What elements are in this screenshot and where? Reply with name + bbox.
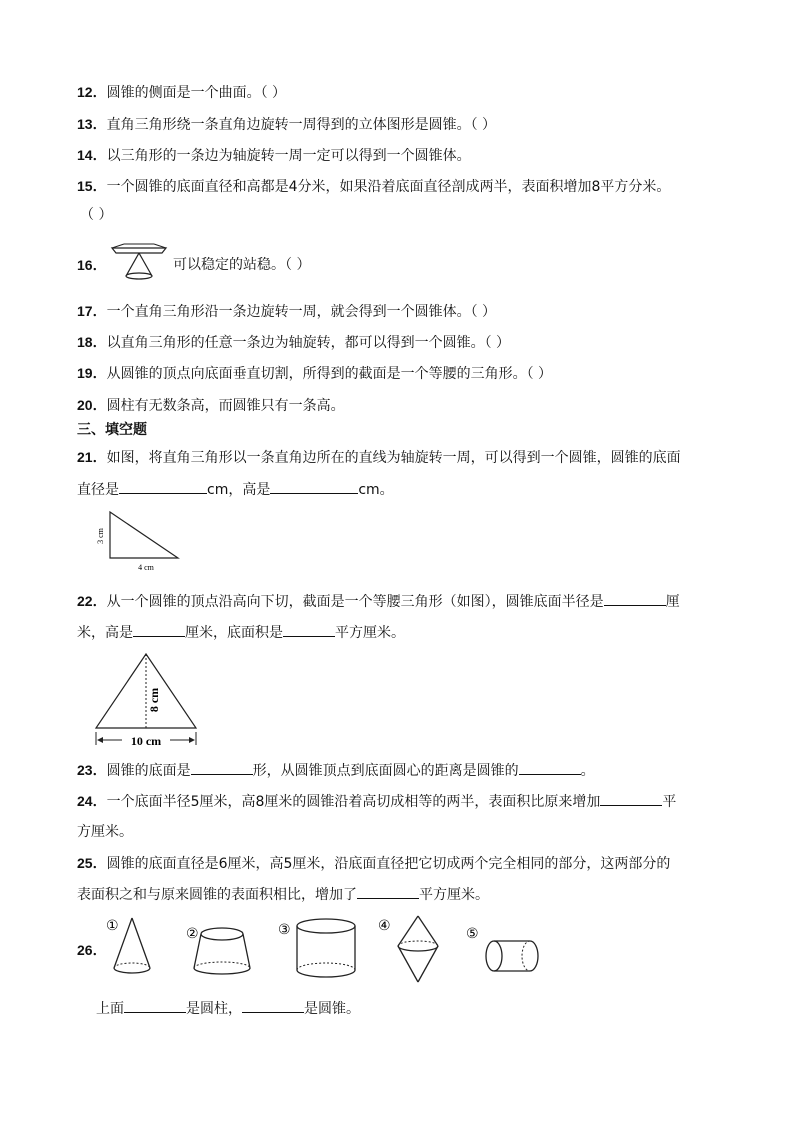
question-16-text: 可以稳定的站稳。（ ） <box>173 257 311 273</box>
cylinder-shape-3 <box>297 919 355 977</box>
question-number: 25． <box>77 855 107 871</box>
question-19 <box>77 363 552 384</box>
base-label: 4 cm <box>138 563 154 572</box>
text-segment: 是圆柱， <box>186 1001 242 1017</box>
question-26-answer-line <box>96 998 360 1019</box>
text-segment: 圆锥的底面是 <box>106 763 191 779</box>
horizontal-cylinder-shape-5 <box>486 941 538 971</box>
question-text: 圆柱有无数条高，而圆锥只有一条高。 <box>106 398 345 414</box>
answer-blank[interactable] <box>119 479 207 494</box>
question-text: 一个直角三角形沿一条边旋转一周，就会得到一个圆锥体。（ ） <box>106 304 497 320</box>
answer-blank[interactable] <box>133 622 185 637</box>
question-text: 从圆锥的顶点向底面垂直切割，所得到的截面是一个等腰的三角形。（ ） <box>106 366 553 382</box>
question-number: 23． <box>77 762 107 778</box>
answer-blank[interactable] <box>519 760 581 775</box>
text-segment: 平 <box>662 794 677 810</box>
question-number: 12． <box>77 84 107 100</box>
question-24-line2: 方厘米。 <box>77 824 133 840</box>
question-12 <box>77 82 286 103</box>
question-18 <box>77 332 510 353</box>
answer-blank[interactable] <box>604 591 666 606</box>
answer-blank[interactable] <box>283 622 335 637</box>
question-number: 22． <box>77 593 107 609</box>
question-16 <box>77 255 107 276</box>
question-text: 圆锥的底面直径是6厘米，高5厘米，沿底面直径把它切成两个完全相同的部分，这两部分的 <box>106 856 671 872</box>
answer-blank[interactable] <box>124 998 186 1013</box>
question-15-paren: （ ） <box>80 207 113 223</box>
question-number: 13． <box>77 116 107 132</box>
question-13 <box>77 114 496 135</box>
question-number: 18． <box>77 334 107 350</box>
question-text: 如图，将直角三角形以一条直角边所在的直线为轴旋转一周，可以得到一个圆锥，圆锥的底面 <box>106 450 681 466</box>
question-text: 从一个圆锥的顶点沿高向下切，截面是一个等腰三角形（如图），圆锥底面半径是 <box>106 594 604 610</box>
question-number: 21． <box>77 449 107 465</box>
question-17 <box>77 301 496 322</box>
question-number: 19． <box>77 365 107 381</box>
text-segment: 直径是 <box>77 482 119 498</box>
answer-blank[interactable] <box>357 884 419 899</box>
solid-label-4: ④ <box>378 918 391 934</box>
solid-label-2: ② <box>186 926 199 942</box>
question-text: 以三角形的一条边为轴旋转一周一定可以得到一个圆锥体。 <box>106 148 471 164</box>
question-23 <box>77 760 595 781</box>
question-15 <box>77 176 670 197</box>
isosceles-triangle-figure <box>92 650 202 750</box>
text-segment: 平方厘米。 <box>419 887 489 903</box>
side-label: 3 cm <box>96 528 105 544</box>
question-text: 以直角三角形的任意一条边为轴旋转，都可以得到一个圆锥。（ ） <box>106 335 511 351</box>
question-text: 一个圆锥的底面直径和高都是4分米，如果沿着底面直径剖成两半，表面积增加8平方分米。 <box>106 179 671 195</box>
text-segment: 米，高是 <box>77 625 133 641</box>
question-25 <box>77 853 670 874</box>
question-20 <box>77 395 345 416</box>
right-triangle-figure <box>96 508 196 572</box>
question-number: 17． <box>77 303 107 319</box>
cone-stand-figure <box>110 240 170 282</box>
question-number: 24． <box>77 793 107 809</box>
solid-label-3: ③ <box>278 922 291 938</box>
question-text: 一个底面半径5厘米，高8厘米的圆锥沿着高切成相等的两半，表面积比原来增加 <box>106 794 601 810</box>
question-number: 26． <box>77 942 107 958</box>
question-text: 圆锥的侧面是一个曲面。（ ） <box>106 85 287 101</box>
text-segment: 形，从圆锥顶点到底面圆心的距离是圆锥的 <box>252 763 519 779</box>
answer-blank[interactable] <box>242 998 304 1013</box>
text-segment: cm，高是 <box>207 482 271 498</box>
solids-figure-row <box>100 916 560 986</box>
text-segment: 。 <box>580 763 595 779</box>
text-segment: cm。 <box>358 482 394 498</box>
text-segment: 是圆锥。 <box>304 1001 360 1017</box>
question-number: 16． <box>77 257 107 273</box>
solid-label-1: ① <box>106 918 119 934</box>
double-cone-shape-4 <box>398 916 438 982</box>
question-14 <box>77 145 471 166</box>
question-24 <box>77 791 676 812</box>
frustum-shape-2 <box>194 928 250 974</box>
solid-label-5: ⑤ <box>466 926 479 942</box>
question-22-line2 <box>77 622 405 643</box>
question-text: 直角三角形绕一条直角边旋转一周得到的立体图形是圆锥。（ ） <box>106 117 497 133</box>
question-21 <box>77 447 681 468</box>
question-number: 15． <box>77 178 107 194</box>
text-segment: 平方厘米。 <box>335 625 405 641</box>
question-number: 20． <box>77 397 107 413</box>
height-label: 8 cm <box>147 687 161 713</box>
answer-blank[interactable] <box>600 791 662 806</box>
text-segment: 厘 <box>665 594 680 610</box>
question-25-line2 <box>77 884 489 905</box>
text-segment: 上面 <box>96 1001 124 1017</box>
section-title: 三、填空题 <box>77 422 147 438</box>
cone-shape-1 <box>114 918 150 973</box>
base-label: 10 cm <box>130 734 162 748</box>
question-22 <box>77 591 680 612</box>
question-21-line2 <box>77 479 394 500</box>
answer-blank[interactable] <box>191 760 253 775</box>
answer-blank[interactable] <box>270 479 358 494</box>
text-segment: 表面积之和与原来圆锥的表面积相比，增加了 <box>77 887 357 903</box>
text-segment: 厘米，底面积是 <box>185 625 283 641</box>
question-number: 14． <box>77 147 107 163</box>
